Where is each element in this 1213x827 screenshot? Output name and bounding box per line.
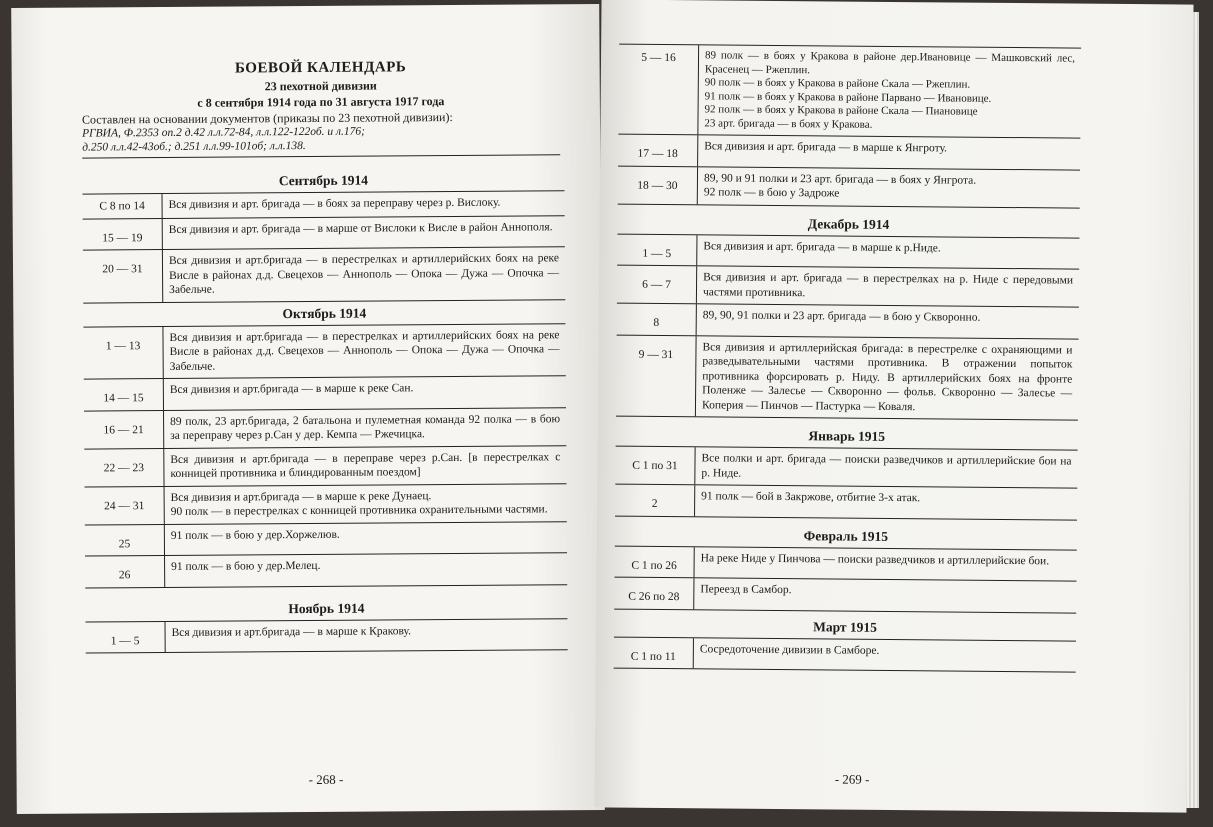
row-date: 26 <box>85 556 165 587</box>
month-heading: Октябрь 1914 <box>83 300 565 327</box>
row-text-line: 90 полк — в перестрелках с конницей противника охранительными частями. <box>170 503 548 518</box>
row-date: 18 — 30 <box>618 166 698 204</box>
row-text: 91 полк — бой в Закржове, отбитие 3-х атак. <box>701 490 921 505</box>
right-page <box>594 0 1193 813</box>
month-heading: Январь 1915 <box>616 423 1078 451</box>
table-row <box>616 335 1079 421</box>
row-text: Вся дивизия и арт.бригада — в марше к реке Сан. <box>169 382 414 396</box>
row-text-line: 91 полк — в боях у Кракова в районе Парвано — Ивановице. <box>704 89 992 105</box>
table-row <box>614 637 1076 673</box>
row-date: С 26 по 28 <box>614 578 694 609</box>
row-date: 17 — 18 <box>618 135 698 166</box>
row-text-line: 89 полк — в боях у Кракова в районе дер.Ивановице — Машковский лес, Красенец — Ржеплин. <box>704 49 1076 76</box>
row-date: 1 — 5 <box>617 234 697 265</box>
table-row <box>82 191 564 219</box>
row-date: С 8 по 14 <box>82 194 162 218</box>
table-row <box>85 619 567 654</box>
table-row <box>85 553 567 588</box>
row-text: Вся дивизия и арт. бригада — в марше от Вислоки к Висле в район Аннополя. <box>168 220 553 236</box>
row-text: Вся дивизия и арт.бригада — в перестрелках и артиллерийских боях на реке Висле в районах д.д. Свецехов — Аннополь — Опока — Дужа — Опочка — Забельче. <box>169 328 560 373</box>
row-date: 1 — 13 <box>83 327 163 379</box>
table-row <box>83 216 565 251</box>
row-text: Переезд в Самбор. <box>700 583 792 597</box>
row-text <box>698 45 1081 137</box>
row-date: С 1 по 26 <box>615 546 695 577</box>
month-heading: Февраль 1915 <box>615 522 1077 550</box>
table-row <box>617 266 1079 308</box>
table-row <box>618 45 1081 139</box>
month-heading: Сентябрь 1914 <box>82 167 564 194</box>
row-text <box>698 167 1080 207</box>
row-text: 91 полк — в бою у дер.Мелец. <box>171 559 321 573</box>
row-text-line: Вся дивизия и арт.бригада — в марше к реке Дунаец. <box>170 489 432 504</box>
table-row <box>83 324 565 380</box>
row-text: 91 полк — в бою у дер.Хоржелюв. <box>170 528 340 542</box>
row-text: Вся дивизия и артиллерийская бригада: в перестрелке с охраняющими и разведывательными частями противника. В отражении попыток противника форсировать р. Ниду. В артиллерийских боях на фронте Поленже — Залесье — Скворонно — фольв. Скворонно — Залесье — Коперия — Пинчов — Пастурка — Коваля. <box>701 340 1073 413</box>
row-date: 9 — 31 <box>616 335 697 416</box>
left-calendar-table <box>82 167 567 653</box>
row-date: 22 — 23 <box>84 449 164 487</box>
right-calendar-table <box>614 44 1081 673</box>
row-text-line: 23 арт. бригада — в боях у Кракова. <box>704 116 873 131</box>
row-text-line: 89, 90 и 91 полки и 23 арт. бригада — в боях у Янгрота. <box>703 171 977 187</box>
row-text: Вся дивизия и арт. бригада — в перестрелках на р. Ниде с передовыми частями противника. <box>702 271 1074 299</box>
calendar-header <box>82 58 561 158</box>
row-date: 1 — 5 <box>85 622 165 653</box>
table-row <box>83 247 565 303</box>
page-number: - 268 - <box>308 771 344 788</box>
month-heading: Март 1915 <box>614 613 1076 641</box>
source-note: Составлен на основании документов (приказы по 23 пехотной дивизии): <box>81 109 453 127</box>
row-text-line: 90 полк — в боях у Кракова в районе Скала — Ржеплин. <box>704 76 971 91</box>
row-text-line: 92 полк — в бою у Задроже <box>703 186 840 200</box>
page-number: - 269 - <box>834 771 870 787</box>
row-text <box>698 135 1080 169</box>
table-row <box>617 304 1079 340</box>
row-text: Все полки и арт. бригада — поиски разведчиков и артиллерийские бои на р. Ниде. <box>701 452 1072 480</box>
row-date: 20 — 31 <box>83 250 163 302</box>
row-text: Вся дивизия и арт.бригада — в марше к Кракову. <box>171 624 411 639</box>
table-row <box>84 408 566 449</box>
table-row <box>614 578 1076 614</box>
left-page <box>11 4 605 814</box>
table-row <box>618 166 1080 208</box>
archive-refs-1: РГВИА, Ф.2353 оп.2 д.42 л.л.72-84, л.л.122-122об. и л.176; <box>82 125 366 140</box>
row-text <box>165 484 567 524</box>
row-date: 2 <box>615 485 695 516</box>
table-row <box>614 546 1076 582</box>
page-title: БОЕВОЙ КАЛЕНДАРЬ <box>234 59 407 77</box>
table-row <box>615 447 1077 489</box>
table-row <box>84 446 566 487</box>
row-date: 6 — 7 <box>617 266 697 304</box>
row-date: 25 <box>85 525 165 556</box>
row-date: 15 — 19 <box>83 219 163 250</box>
table-row <box>615 485 1077 521</box>
division-subtitle: 23 пехотной дивизии <box>264 78 377 94</box>
row-text-line: Вся дивизия и арт. бригада — в марше к Янгроту. <box>704 140 948 155</box>
row-text: Вся дивизия и арт.бригада — в переправе через р.Сан. [в перестрелках с конницей противника и блиндированным поездом] <box>170 450 561 480</box>
table-row <box>85 522 567 557</box>
date-range: с 8 сентября 1914 года по 31 августа 1917 года <box>197 94 445 110</box>
month-heading: Ноябрь 1914 <box>85 595 567 622</box>
row-date: 16 — 21 <box>84 411 164 449</box>
table-row <box>618 135 1080 171</box>
month-heading: Декабрь 1914 <box>617 210 1079 238</box>
row-date: С 1 по 11 <box>614 637 694 668</box>
row-text: На реке Ниде у Пинчова — поиски разведчиков и артиллерийские бои. <box>700 551 1050 567</box>
row-text: Вся дивизия и арт. бригада — в марше к р.Ниде. <box>703 239 941 254</box>
table-row <box>617 234 1079 270</box>
table-row <box>84 376 566 411</box>
row-date: 24 — 31 <box>85 487 165 525</box>
row-date: С 1 по 31 <box>615 447 695 485</box>
row-text-line: 92 полк — в боях у Кракова в районе Скала — Пиановице <box>704 103 978 118</box>
table-row <box>85 484 567 525</box>
archive-refs-2: д.250 л.л.42-43об.; д.251 л.л.99-101об; л.л.138. <box>82 137 560 158</box>
row-text: Вся дивизия и арт.бригада — в перестрелках и артиллерийских боях на реке Висле в районах д.д. Свецехов — Аннополь — Опока — Дужа — Опочка — Забельче. <box>168 252 560 296</box>
row-date: 5 — 16 <box>618 45 699 135</box>
row-text: Вся дивизия и арт. бригада — в боях за переправу через р. Вислоку. <box>168 196 501 211</box>
row-date: 14 — 15 <box>84 379 164 410</box>
row-text: 89 полк, 23 арт.бригада, 2 батальона и пулеметная команда 92 полка — в бою за переправу через р.Сан у дер. Кемпа — Ржечицка. <box>170 412 561 442</box>
row-date: 8 <box>617 304 697 335</box>
row-text: 89, 90, 91 полки и 23 арт. бригада — в бою у Скворонно. <box>702 309 981 324</box>
row-text: Сосредоточение дивизии в Самборе. <box>699 642 880 657</box>
